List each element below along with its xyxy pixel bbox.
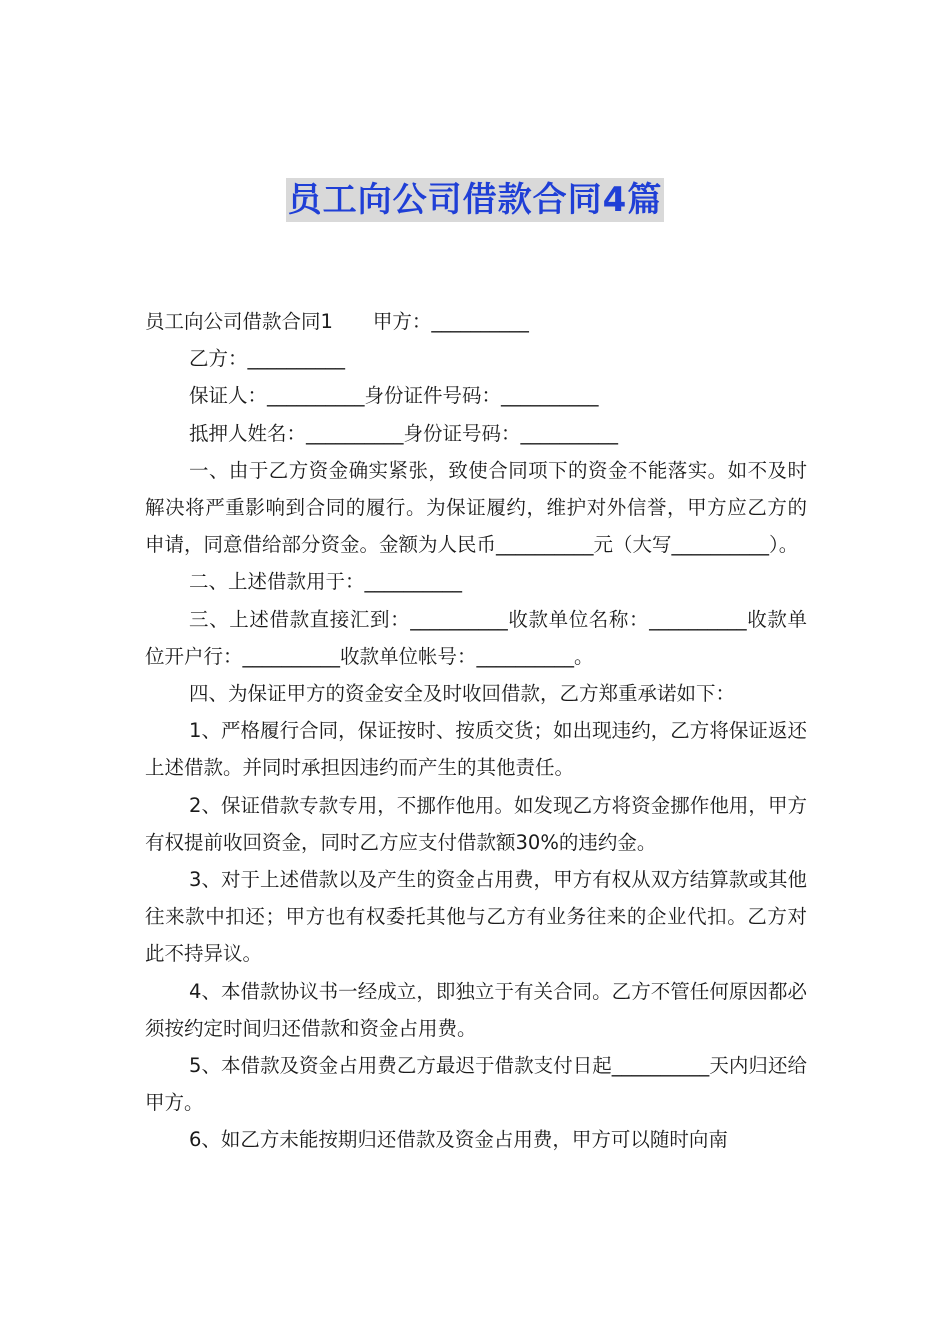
commitment-1: 1、严格履行合同，保证按时、按质交货；如出现违约，乙方将保证返还上述借款。并同时承担因违约而产生的其他责任。	[145, 719, 807, 780]
commitment-2: 2、保证借款专款专用，不挪作他用。如发现乙方将资金挪作他用，甲方有权提前收回资金，同时乙方应支付借款额30%的违约金。	[145, 793, 807, 854]
contract-heading-line	[145, 303, 807, 340]
clause-1: 一、由于乙方资金确实紧张，致使合同项下的资金不能落实。如不及时解决将严重影响到合同的履行。为保证履约，维护对外信誉，甲方应乙方的申请，同意借给部分资金。金额为人民币__________元（大写__________）。	[145, 458, 807, 557]
document-body	[145, 303, 807, 1159]
guarantor-field: 保证人：__________身份证件号码：__________	[189, 384, 599, 408]
party-a-field: 甲方：__________	[372, 310, 529, 333]
commitment-6: 6、如乙方未能按期归还借款及资金占用费，甲方可以随时向南	[189, 1128, 728, 1152]
commitment-3: 3、对于上述借款以及产生的资金占用费，甲方有权从双方结算款或其他往来款中扣还；甲方也有权委托其他与乙方有业务往来的企业代扣。乙方对此不持异议。	[145, 868, 807, 966]
contract-number-heading: 员工向公司借款合同1	[145, 310, 333, 333]
title-container	[0, 178, 950, 222]
mortgagor-field: 抵押人姓名：__________身份证号码：__________	[189, 421, 619, 445]
clause-3: 三、上述借款直接汇到：__________收款单位名称：__________收款单位开户行：__________收款单位帐号：__________。	[145, 607, 807, 668]
commitment-5: 5、本借款及资金占用费乙方最迟于借款支付日起__________天内归还给甲方。	[145, 1054, 807, 1115]
commitment-4: 4、本借款协议书一经成立，即独立于有关合同。乙方不管任何原因都必须按约定时间归还借款和资金占用费。	[145, 979, 807, 1040]
clause-4: 四、为保证甲方的资金安全及时收回借款，乙方郑重承诺如下：	[189, 682, 736, 706]
party-b-field: 乙方：__________	[189, 347, 346, 371]
document-title: 员工向公司借款合同4篇	[287, 180, 663, 220]
clause-2: 二、上述借款用于：__________	[189, 570, 463, 594]
